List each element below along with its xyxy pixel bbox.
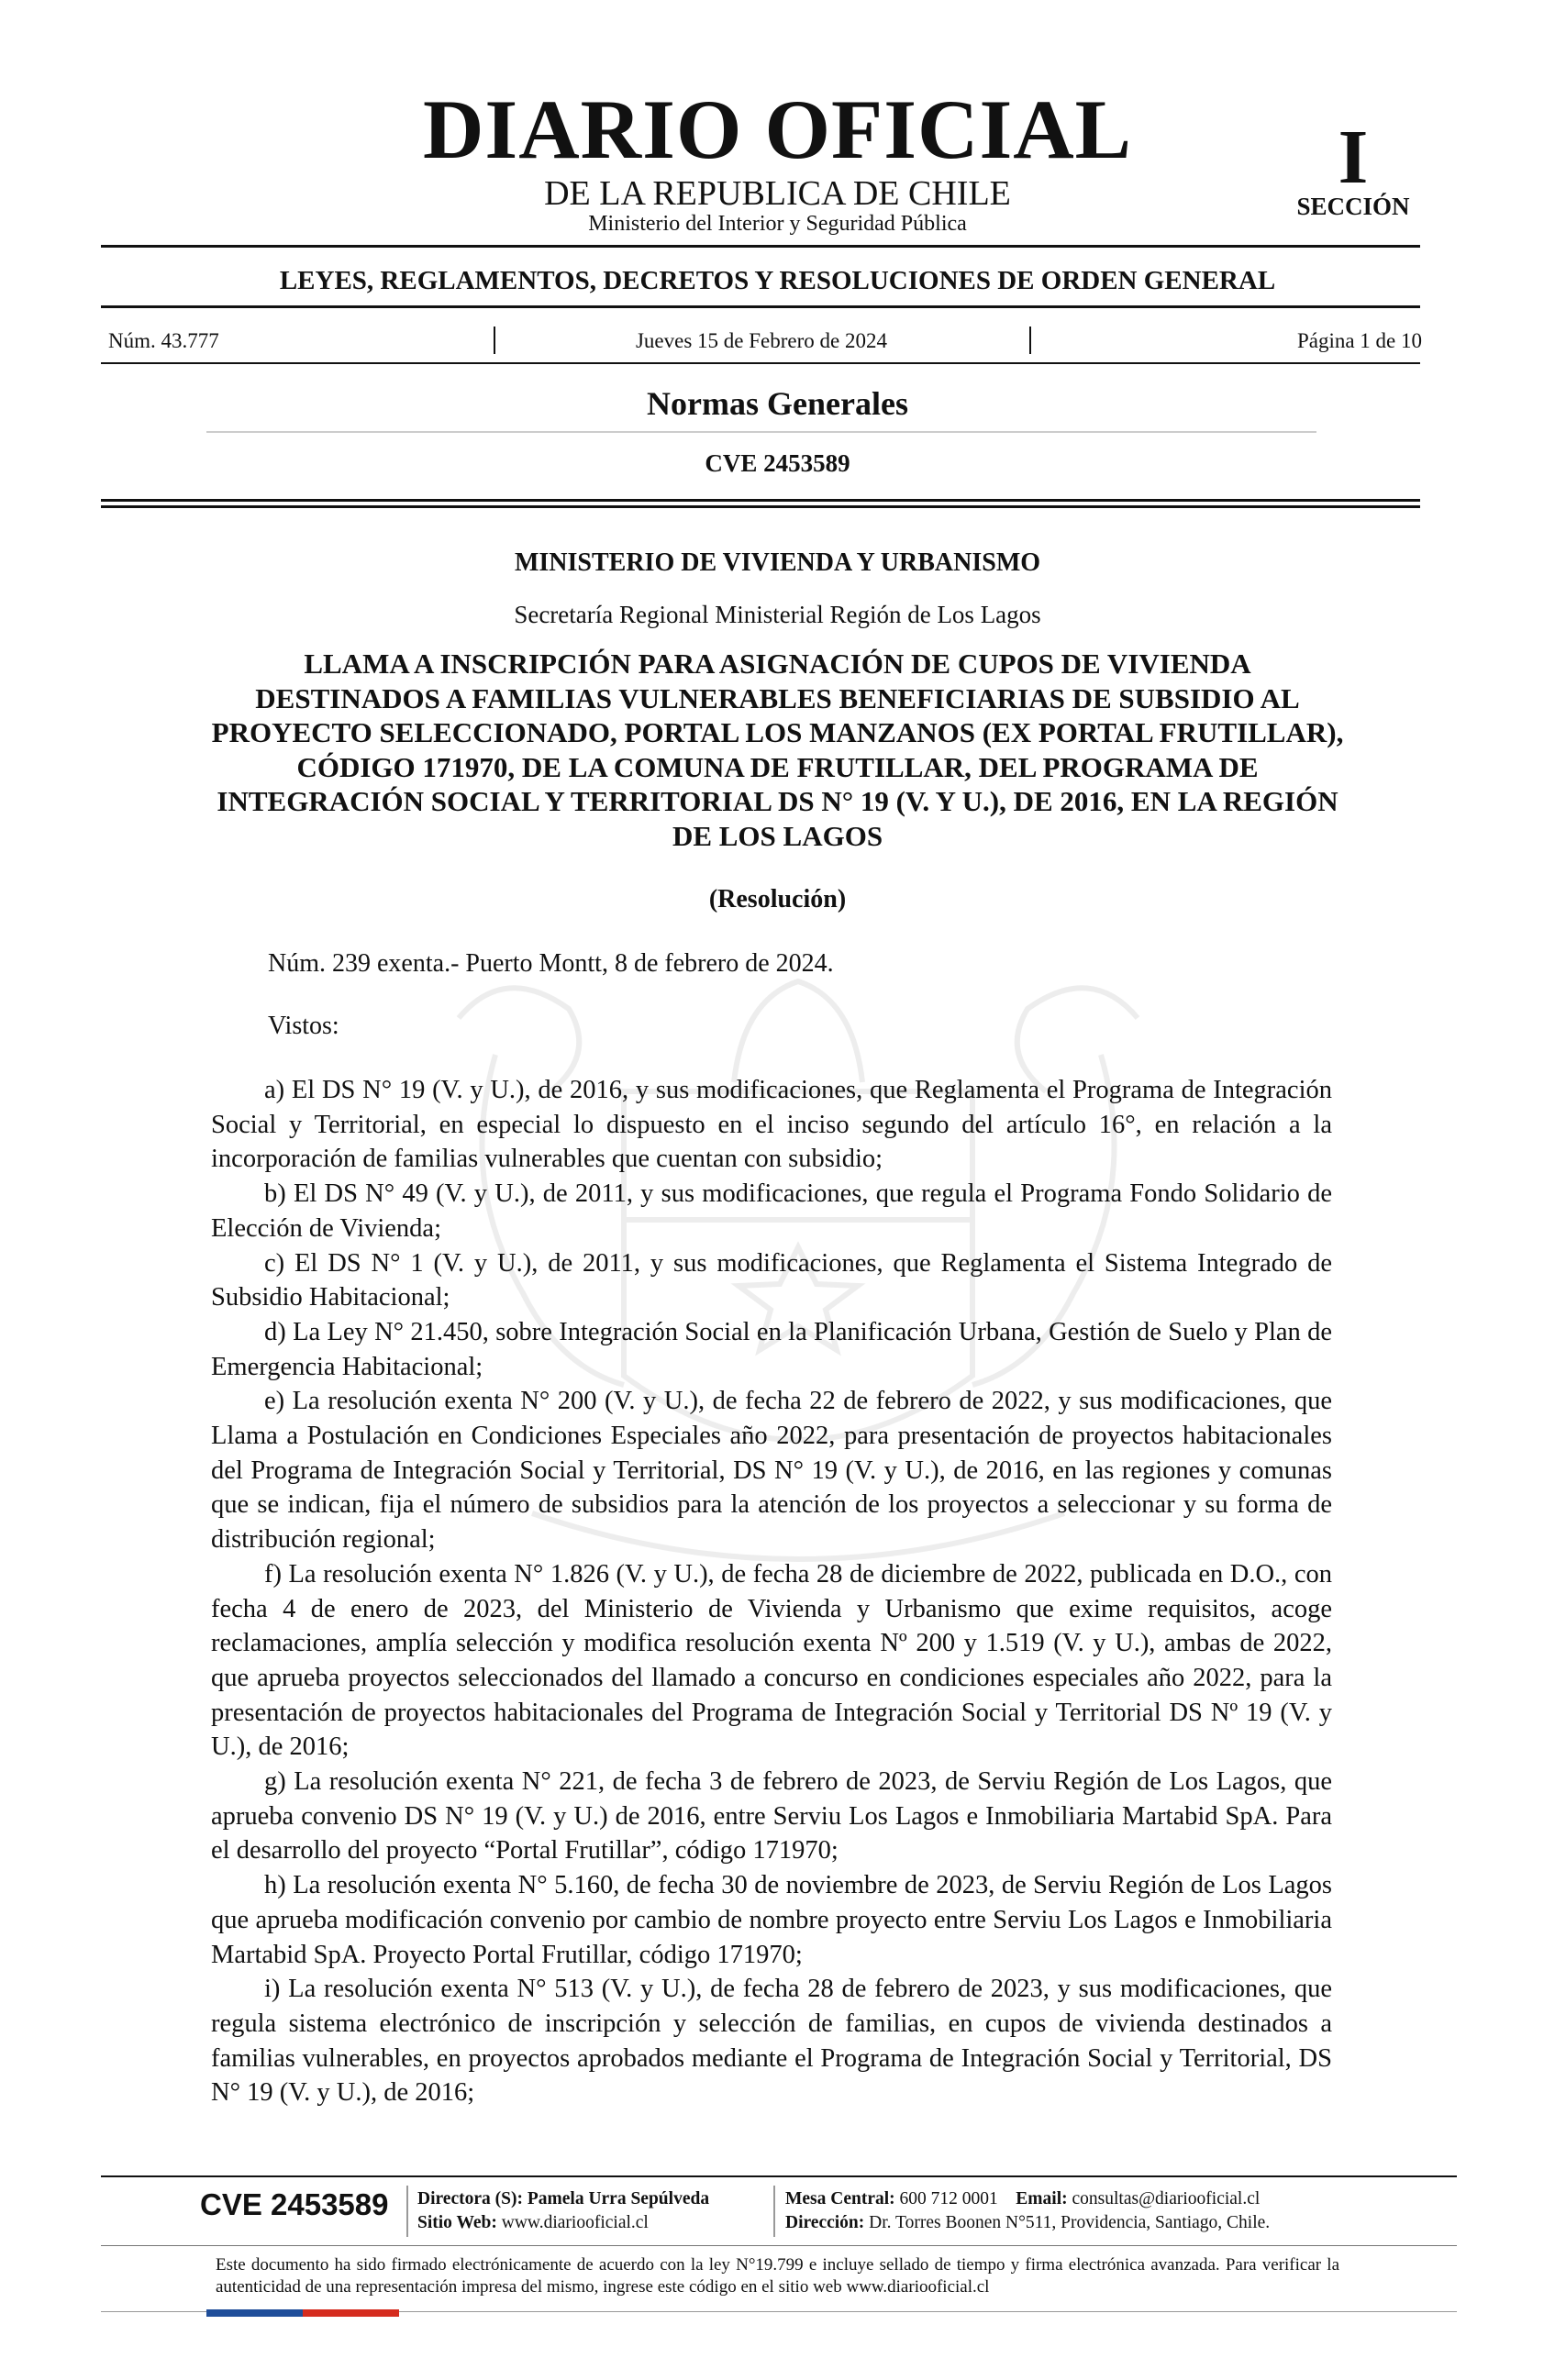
paragraph: g) La resolución exenta N° 221, de fecha 3 de febrero de 2023, de Serviu Región de Los Lagos, que aprueba convenio DS N° 19 (V. y U.) de 2016, entre Serviu Los Lagos e Inmobiliaria Martabid SpA. Para el desarrollo del proyecto “Portal Frutillar”, código 171970; <box>211 1767 1332 1865</box>
cve-code: CVE 2453589 <box>705 449 850 477</box>
paragraph: h) La resolución exenta N° 5.160, de fecha 30 de noviembre de 2023, de Serviu Región de Los Lagos que aprueba modificación convenio por cambio de nombre proyecto entre Serviu Los Lagos e Inmobiliaria Martabid SpA. Proyecto Portal Frutillar, código 171970; <box>211 1871 1332 1969</box>
phone-label: Mesa Central: <box>785 2189 895 2208</box>
paragraph: b) El DS N° 49 (V. y U.), de 2011, y sus modificaciones, que regula el Programa Fondo Solidario de Elección de Vivienda; <box>211 1179 1332 1243</box>
resolution-number: Núm. 239 exenta.- Puerto Montt, 8 de febrero de 2024. <box>268 949 834 978</box>
issuing-ministry: MINISTERIO DE VIVIENDA Y URBANISMO <box>514 548 1041 577</box>
document-type: (Resolución) <box>708 885 847 913</box>
director-name: Pamela Urra Sepúlveda <box>527 2189 710 2208</box>
flag-stripe-red <box>303 2309 399 2317</box>
flag-stripe-blue <box>206 2309 303 2317</box>
masthead-subtitle: DE LA REPUBLICA DE CHILE <box>544 174 1011 213</box>
issue-number: Núm. 43.777 <box>108 329 219 352</box>
footer-legal-text: Este documento ha sido firmado electrónicamente de acuerdo con la ley N°19.799 e incluye sellado de tiempo y firma electrónica avanzada. Para verificar la autenticidad de una representación impresa del mismo, ingrese este código en el sitio web www.diariooficial.cl <box>216 2255 1339 2297</box>
document-title: LLAMA A INSCRIPCIÓN PARA ASIGNACIÓN DE CUPOS DE VIVIENDA DESTINADOS A FAMILIAS VULNERABLES BENEFICIARIAS DE SUBSIDIO AL PROYECTO SELECCIONADO, PORTAL LOS MANZANOS (EX PORTAL FRUTILLAR), CÓDIGO 171970, DE LA COMUNA DE FRUTILLAR, DEL PROGRAMA DE INTEGRACIÓN SOCIAL Y TERRITORIAL DS N° 19 (V. Y U.), DE 2016, EN LA REGIÓN DE LOS LAGOS <box>211 648 1344 852</box>
website-link[interactable]: www.diariooficial.cl <box>501 2213 649 2232</box>
section-label: SECCIÓN <box>1296 193 1410 220</box>
paragraph: a) El DS N° 19 (V. y U.), de 2016, y sus modificaciones, que Reglamenta el Programa de Integración Social y Territorial, en especial lo dispuesto en el inciso segundo del artículo 16°, en relación a la incorporación de familias vulnerables que cuentan con subsidio; <box>211 1076 1332 1174</box>
paragraph: f) La resolución exenta N° 1.826 (V. y U.), de fecha 28 de diciembre de 2022, publicada en D.O., con fecha 4 de enero de 2023, del Ministerio de Vivienda y Urbanismo que exime requisitos, acoge reclamaciones, amplía selección y modifica resolución exenta Nº 200 y 1.519 (V. y U.), ambas de 2022, que aprueba proyectos seleccionados del llamado a concurso en condiciones especiales año 2022, para la presentación de proyectos habitacionales del Programa de Integración Social y Territorial DS Nº 19 (V. y U.), de 2016; <box>211 1559 1332 1762</box>
email-label: Email: <box>1016 2189 1068 2208</box>
masthead-ministry: Ministerio del Interior y Seguridad Pública <box>588 212 967 236</box>
footer-contact-left <box>417 2187 709 2235</box>
phone-value: 600 712 0001 <box>899 2189 998 2208</box>
footer-divider <box>406 2186 408 2237</box>
paragraph: c) El DS N° 1 (V. y U.), de 2011, y sus modificaciones, que Reglamenta el Sistema Integrado de Subsidio Habitacional; <box>211 1248 1332 1312</box>
footer-divider <box>773 2186 775 2237</box>
section-title-rule <box>206 431 1316 433</box>
meta-divider <box>1029 327 1031 354</box>
edition-rule <box>101 305 1420 308</box>
masthead-rule <box>101 245 1420 248</box>
section-title: Normas Generales <box>647 385 908 422</box>
director-label: Directora (S): <box>417 2189 523 2208</box>
issue-date: Jueves 15 de Febrero de 2024 <box>635 329 887 352</box>
paragraph: i) La resolución exenta N° 513 (V. y U.), de fecha 28 de febrero de 2023, y sus modificaciones, que regula sistema electrónico de inscripción y selección de familias, en cupos de vivienda destinados a familias vulnerables, en proyectos aprobados mediante el Programa de Integración Social y Territorial, DS N° 19 (V. y U.), de 2016; <box>211 1975 1332 2108</box>
footer-legal-rule <box>101 2245 1457 2246</box>
cve-rule-bottom <box>101 505 1420 508</box>
footer-rule <box>101 2175 1457 2177</box>
edition-type: LEYES, REGLAMENTOS, DECRETOS Y RESOLUCIONES DE ORDEN GENERAL <box>279 266 1276 295</box>
website-label: Sitio Web: <box>417 2213 497 2232</box>
footer-contact-right <box>785 2187 1270 2235</box>
page-indicator: Página 1 de 10 <box>1296 329 1422 352</box>
section-number: I <box>1338 115 1369 200</box>
meta-divider <box>494 327 495 354</box>
email-link[interactable]: consultas@diariooficial.cl <box>1072 2189 1261 2208</box>
vistos-list <box>211 1073 1332 2110</box>
paragraph: d) La Ley N° 21.450, sobre Integración Social en la Planificación Urbana, Gestión de Suelo y Plan de Emergencia Habitacional; <box>211 1317 1332 1381</box>
cve-rule-top <box>101 499 1420 502</box>
paragraph: e) La resolución exenta N° 200 (V. y U.), de fecha 22 de febrero de 2022, y sus modificaciones, que Llama a Postulación en Condiciones Especiales año 2022, para presentación de proyectos habitacionales del Programa de Integración Social y Territorial, DS N° 19 (V. y U.), de 2016, en las regiones y comunas que se indican, fija el número de subsidios para la atención de los proyectos a seleccionar y su forma de distribución regional; <box>211 1387 1332 1555</box>
vistos-label: Vistos: <box>268 1012 339 1040</box>
masthead-title: DIARIO OFICIAL <box>422 83 1133 176</box>
address-label: Dirección: <box>785 2213 865 2232</box>
address-value: Dr. Torres Boonen N°511, Providencia, Santiago, Chile. <box>869 2213 1271 2232</box>
footer-cve: CVE 2453589 <box>200 2187 389 2221</box>
meta-rule <box>101 362 1420 364</box>
issuing-office: Secretaría Regional Ministerial Región de Los Lagos <box>514 601 1041 628</box>
